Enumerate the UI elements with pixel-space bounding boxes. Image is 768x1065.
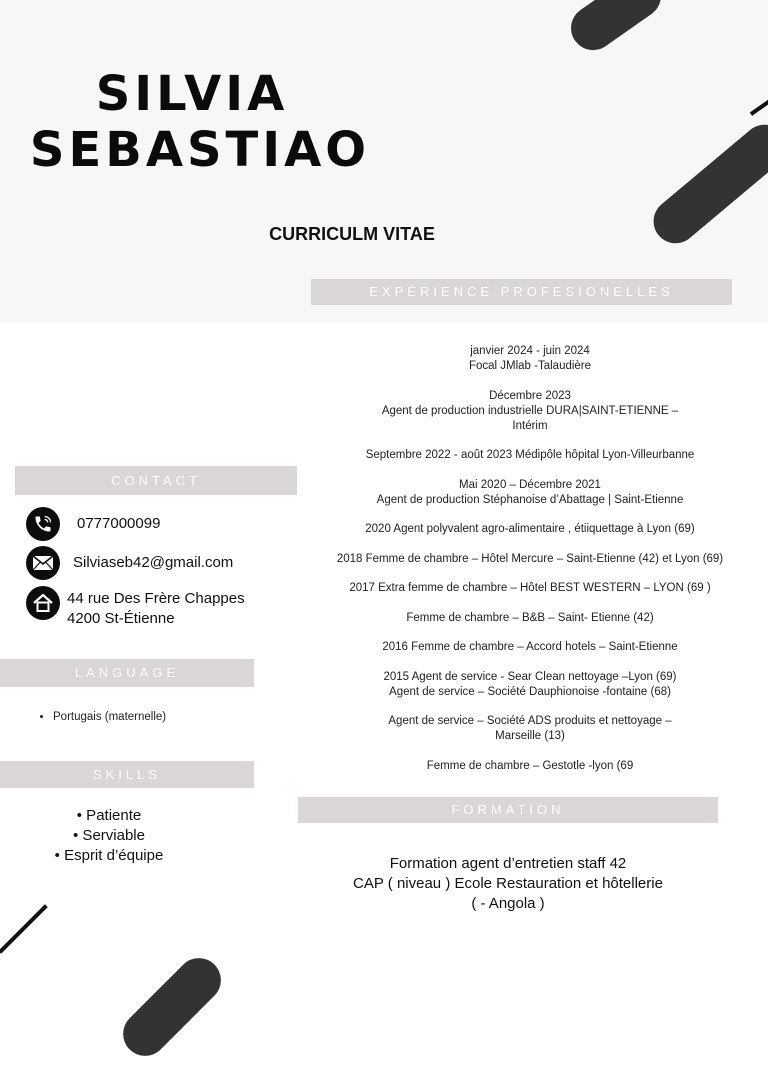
contact-address-row (26, 586, 245, 629)
experience-line: 2016 Femme de chambre – Accord hotels – Saint-Etienne (382, 641, 678, 653)
contact-address-line2: 4200 St-Étienne (67, 610, 175, 627)
formation-line: Formation agent d’entretien staff 42 (389, 855, 627, 872)
contact-email-row (26, 546, 233, 580)
language-list (36, 711, 166, 723)
experience-line: 2020 Agent polyvalent agro-alimentaire , étiiquettage à Lyon (69) (365, 523, 695, 535)
experience-item (310, 552, 750, 567)
experience-item (310, 714, 750, 744)
experience-list (310, 344, 750, 788)
experience-item (310, 759, 750, 774)
experience-line: Agent de service – Société ADS produits et nettoyage – (388, 715, 672, 727)
skill-item: • Patiente (76, 807, 142, 824)
experience-line: Agent de production industrielle DURA|SAINT-ETIENNE – (381, 404, 679, 417)
phone-icon (26, 507, 60, 541)
experience-item (310, 581, 750, 596)
experience-item (310, 344, 750, 374)
experience-line: Mai 2020 – Décembre 2021 (459, 478, 601, 491)
experience-item (310, 670, 750, 700)
experience-line: Agent de production Stéphanoise d’Abattage | Saint-Etienne (376, 493, 684, 506)
experience-item (310, 640, 750, 655)
experience-item (310, 389, 750, 434)
experience-line: Marseille (13) (495, 730, 565, 742)
formation-block (298, 854, 718, 914)
contact-heading: CONTACT (15, 466, 297, 495)
experience-line: Focal JMlab -Talaudière (468, 360, 592, 372)
experience-item (310, 611, 750, 626)
experience-line: Intérim (512, 419, 548, 432)
decor-line-bottom-left (0, 904, 48, 953)
skills-heading: SKILLS (0, 761, 254, 788)
experience-line: Femme de chambre – Gestotle -lyon (69 (426, 759, 634, 772)
skills-list (0, 806, 218, 866)
experience-heading: EXPÉRIENCE PROFESIONELLES (311, 279, 732, 305)
experience-item (310, 522, 750, 537)
experience-line: 2017 Extra femme de chambre – Hôtel BEST WESTERN – LYON (69 ) (349, 582, 711, 594)
contact-phone-row (26, 507, 160, 541)
experience-item (310, 478, 750, 508)
formation-line: CAP ( niveau ) Ecole Restauration et hôtellerie (353, 875, 663, 892)
experience-line: 2015 Agent de service - Sear Clean nettoyage –Lyon (69) (383, 670, 677, 683)
experience-line: Agent de service – Société Dauphionoise -fontaine (68) (389, 685, 671, 698)
experience-line: janvier 2024 - juin 2024 (470, 345, 590, 357)
contact-address-line1: 44 rue Des Frère Chappes (67, 590, 245, 607)
name-last: SEBASTIAO (29, 122, 371, 178)
experience-line: 2018 Femme de chambre – Hôtel Mercure – Saint-Etienne (42) et Lyon (69) (336, 552, 724, 565)
language-item: • Portugais (maternelle) (53, 711, 166, 723)
name-first: SILVIA (95, 66, 289, 122)
experience-item (310, 448, 750, 463)
formation-line: ( - Angola ) (471, 895, 545, 912)
decor-stripe-bottom (114, 949, 230, 1065)
experience-line: Septembre 2022 - août 2023 Médipôle hôpital Lyon-Villeurbanne (365, 449, 695, 461)
experience-line: Décembre 2023 (489, 389, 571, 402)
skill-item: • Esprit d’équipe (54, 847, 164, 864)
contact-email[interactable]: Silviaseb42@gmail.com (73, 554, 234, 571)
language-heading: LANGUAGE (0, 659, 254, 687)
skill-item: • Serviable (73, 827, 145, 844)
formation-heading: FORMATION (298, 797, 718, 823)
document-subtitle: CURRICULM VITAE (269, 224, 435, 244)
experience-line: Femme de chambre – B&B – Saint- Etienne (42) (406, 611, 654, 624)
mail-icon (26, 546, 60, 580)
home-icon (26, 586, 60, 620)
contact-phone: 0777000099 (77, 515, 161, 532)
